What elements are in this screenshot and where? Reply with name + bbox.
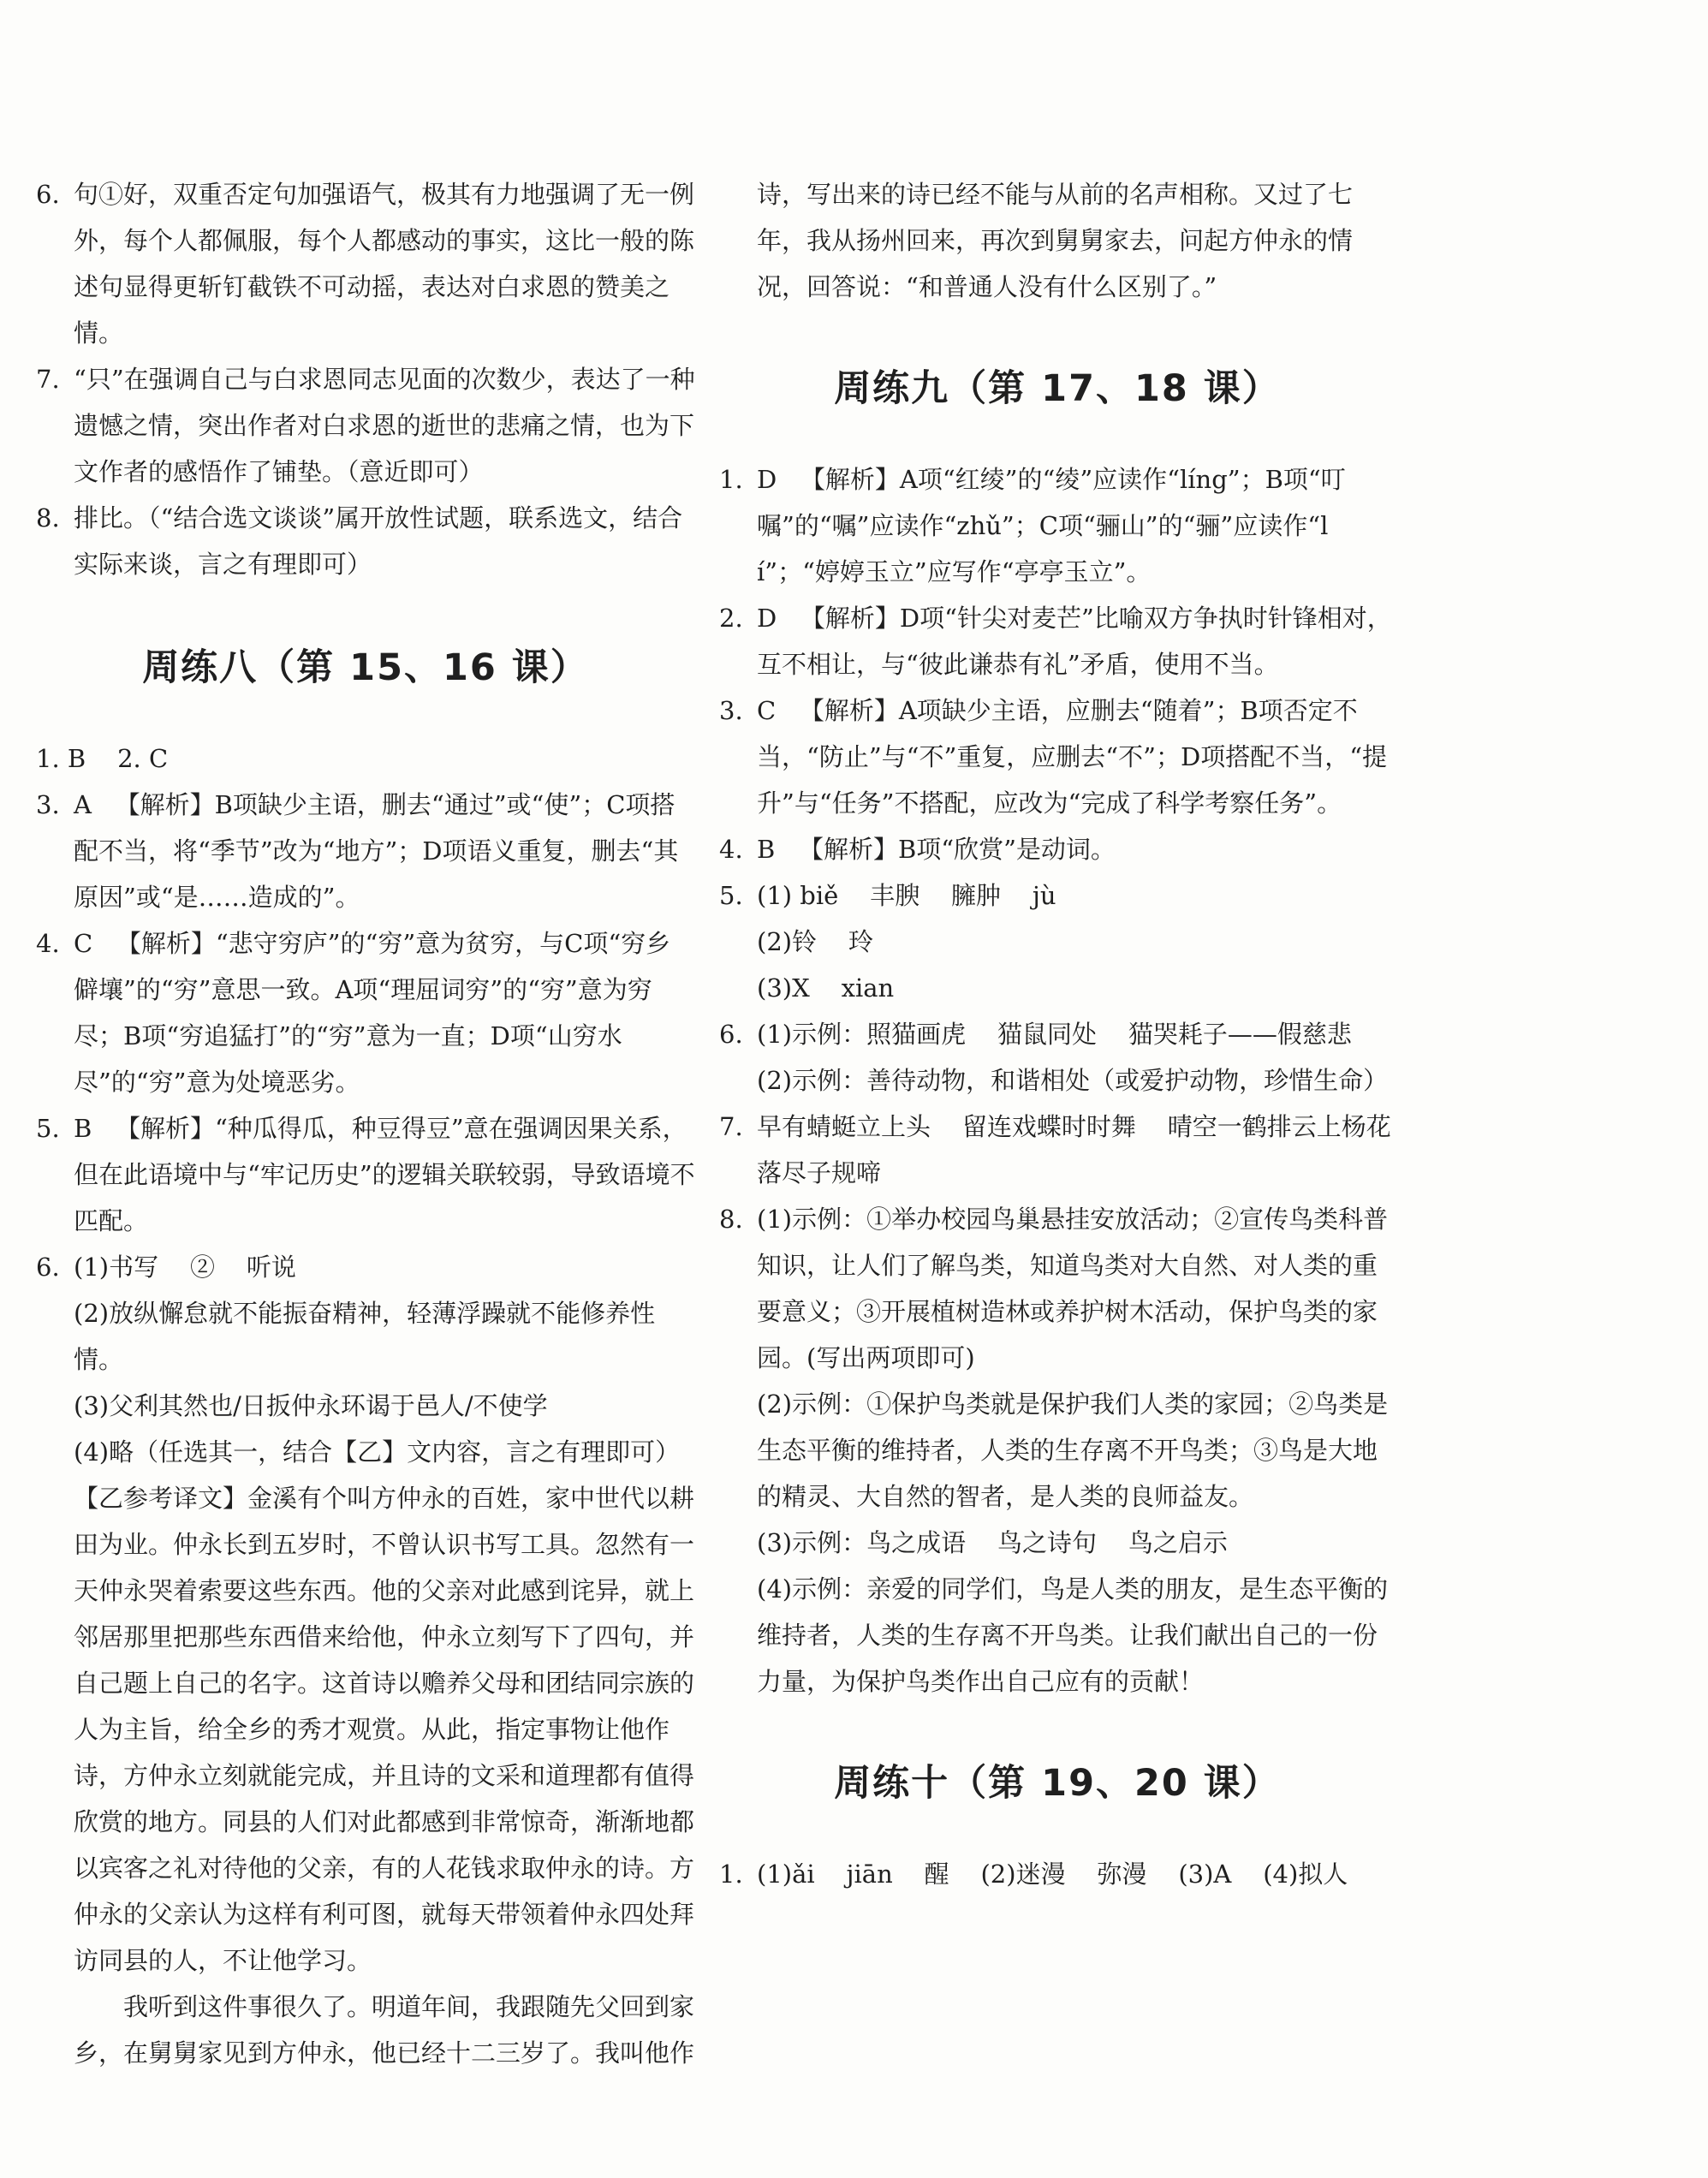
answer-item: 3. A 【解析】B项缺少主语，删去“通过”或“使”；C项搭配不当，将“季节”改为“地方”；D项语义重复，删去“其原因”或“是……造成的”。 bbox=[36, 790, 679, 912]
translation-paragraph: 我听到这件事很久了。明道年间，我跟随先父回到家乡，在舅舅家见到方仲永，他已经十二三岁了。我叫他作 bbox=[74, 1992, 695, 2068]
translation-continued: 诗，写出来的诗已经不能与从前的名声相称。又过了七年，我从扬州回来，再次到舅舅家去，问起方仲永的情况，回答说：“和普通人没有什么区别了。” bbox=[757, 180, 1354, 301]
answer-subitem: (3)示例：鸟之成语 鸟之诗句 鸟之启示 bbox=[757, 1528, 1228, 1557]
answer-item: 6. (1)书写 ② 听说 bbox=[36, 1253, 296, 1282]
answer-subitem: (3)父利其然也/日扳仲永环谒于邑人/不使学 bbox=[74, 1391, 548, 1420]
answer-item: 8. 排比。（“结合选文谈谈”属开放性试题，联系选文，结合实际来谈，言之有理即可） bbox=[36, 503, 683, 579]
section-heading-week9: 周练九（第 17、18 课） bbox=[834, 367, 1281, 410]
answer-item: 7. 早有蜻蜓立上头 留连戏蝶时时舞 晴空一鹤排云上杨花落尽子规啼 bbox=[719, 1112, 1391, 1187]
answer-item: 3. C 【解析】A项缺少主语，应删去“随着”；B项否定不当，“防止”与“不”重复，应删去“不”；D项搭配不当，“提升”与“任务”不搭配，应改为“完成了科学考察任务”。 bbox=[719, 696, 1388, 818]
answer-item: 6. (1)示例：照猫画虎 猫鼠同处 猫哭耗子——假慈悲 bbox=[719, 1020, 1352, 1049]
answer-subitem: (3)X xian bbox=[757, 973, 895, 1003]
answer-subitem: (2)放纵懈怠就不能振奋精神，轻薄浮躁就不能修养性情。 bbox=[74, 1299, 656, 1374]
answer-item: 4. C 【解析】“悲守穷庐”的“穷”意为贫穷，与C项“穷乡僻壤”的“穷”意思一致。A项“理屈词穷”的“穷”意为穷尽；B项“穷追猛打”的“穷”意为一直；D项“山穷水尽”的“穷”意为处境恶劣。 bbox=[36, 929, 671, 1097]
left-column bbox=[36, 171, 695, 2076]
section-heading-week8: 周练八（第 15、16 课） bbox=[142, 646, 589, 689]
answer-subitem: (2)示例：①保护鸟类就是保护我们人类的家园；②鸟类是生态平衡的维持者，人类的生存离不开鸟类；③鸟是大地的精灵、大自然的智者，是人类的良师益友。 bbox=[757, 1390, 1389, 1511]
answer-item: 1. B 2. C bbox=[36, 744, 169, 773]
answer-item: 6. 句①好，双重否定句加强语气，极其有力地强调了无一例外，每个人都佩服，每个人都感动的事实，这比一般的陈述句显得更斩钉截铁不可动摇，表达对白求恩的赞美之情。 bbox=[36, 180, 695, 348]
answer-item: 2. D 【解析】D项“针尖对麦芒”比喻双方争执时针锋相对，互不相让，与“彼此谦恭有礼”矛盾，使用不当。 bbox=[719, 604, 1392, 679]
translation-text: 【乙参考译文】金溪有个叫方仲永的百姓，家中世代以耕田为业。仲永长到五岁时，不曾认识书写工具。忽然有一天仲永哭着索要这些东西。他的父亲对此感到诧异，就上邻居那里把那些东西借来给他，仲永立刻写下了四句，并自己题上自己的名字。这首诗以赡养父母和团结同宗族的人为主旨，给全乡的秀才观赏。从此，指定事物让他作诗，方仲永立刻就能完成，并且诗的文采和道理都有值得欣赏的地方。同县的人们对此都感到非常惊奇，渐渐地都以宾客之礼对待他的父亲，有的人花钱求取仲永的诗。方仲永的父亲认为这样有利可图，就每天带领着仲永四处拜访同县的人，不让他学习。 bbox=[74, 1484, 695, 1975]
answer-item: 1. (1)ǎi jiān 醒 (2)迷漫 弥漫 (3)A (4)拟人 bbox=[719, 1860, 1348, 1889]
answer-item: 5. B 【解析】“种瓜得瓜，种豆得豆”意在强调因果关系，但在此语境中与“牢记历史”的逻辑关联较弱，导致语境不匹配。 bbox=[36, 1114, 695, 1235]
answer-item: 7. “只”在强调自己与白求恩同志见面的次数少，表达了一种遗憾之情，突出作者对白求恩的逝世的悲痛之情，也为下文作者的感悟作了铺垫。（意近即可） bbox=[36, 365, 695, 486]
section-heading-week10: 周练十（第 19、20 课） bbox=[834, 1762, 1281, 1805]
answer-item: 4. B 【解析】B项“欣赏”是动词。 bbox=[719, 835, 1116, 864]
answer-item: 5. (1) biě 丰腴 臃肿 jù bbox=[719, 881, 1056, 910]
answer-subitem: (2)示例：善待动物，和谐相处（或爱护动物，珍惜生命） bbox=[757, 1066, 1389, 1095]
answer-item: 8. (1)示例：①举办校园鸟巢悬挂安放活动；②宣传鸟类科普知识，让人们了解鸟类，知道鸟类对大自然、对人类的重要意义；③开展植树造林或养护树木活动，保护鸟类的家园。(写出两项即可) bbox=[719, 1205, 1389, 1372]
right-column bbox=[719, 171, 1396, 1897]
answer-subitem: (2)铃 玲 bbox=[757, 927, 873, 956]
answer-subitem: (4)略（任选其一，结合【乙】文内容，言之有理即可） bbox=[74, 1437, 681, 1467]
answer-subitem: (4)示例：亲爱的同学们，鸟是人类的朋友，是生态平衡的维持者，人类的生存离不开鸟类。让我们献出自己的一份力量，为保护鸟类作出自己应有的贡献！ bbox=[757, 1574, 1389, 1696]
answer-item: 1. D 【解析】A项“红绫”的“绫”应读作“líng”；B项“叮嘱”的“嘱”应读作“zhǔ”；C项“骊山”的“骊”应读作“lí”；“婷婷玉立”应写作“亭亭玉立”。 bbox=[719, 465, 1346, 586]
